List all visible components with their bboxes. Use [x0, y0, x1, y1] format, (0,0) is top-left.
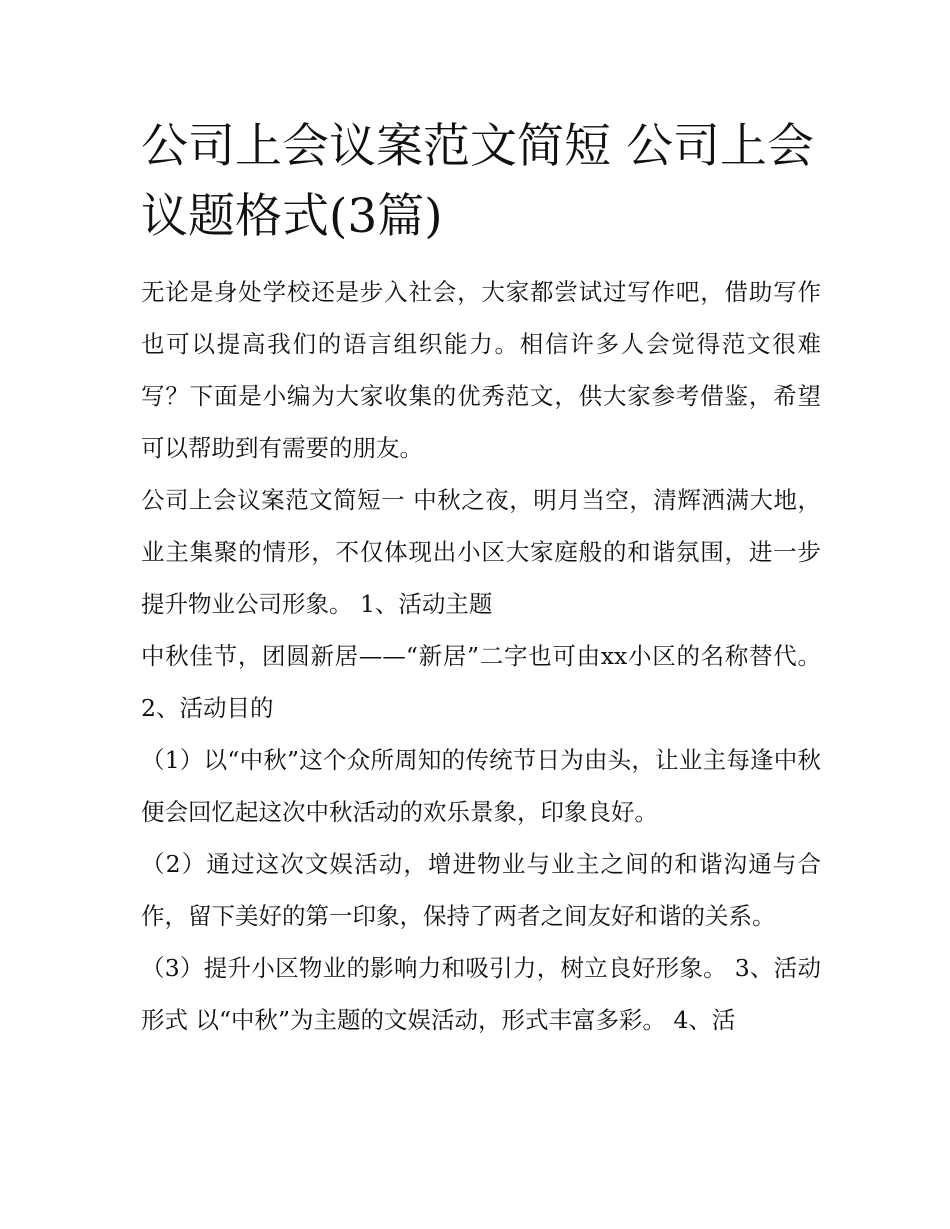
paragraph-intro: 无论是身处学校还是步入社会，大家都尝试过写作吧，借助写作也可以提高我们的语言组织能力。相信许多人会觉得范文很难写？下面是小编为大家收集的优秀范文，供大家参考借鉴，希望可以帮助到有需要的朋友。	[141, 278, 821, 462]
paragraph-section-one: 公司上会议案范文简短一 中秋之夜，明月当空，清辉洒满大地，业主集聚的情形，不仅体现出小区大家庭般的和谐氛围，进一步提升物业公司形象。 1、活动主题	[141, 486, 821, 618]
paragraph-goal-1: （1）以“中秋”这个众所周知的传统节日为由头，让业主每逢中秋便会回忆起这次中秋活动的欢乐景象，印象良好。	[141, 746, 821, 826]
paragraph-activity-theme: 中秋佳节，团圆新居——“新居”二字也可由xx小区的名称替代。 2、活动目的	[141, 642, 821, 722]
paragraph-goal-2: （2）通过这次文娱活动，增进物业与业主之间的和谐沟通与合作，留下美好的第一印象，保持了两者之间友好和谐的关系。	[141, 850, 821, 930]
paragraph-goal-3: （3）提升小区物业的影响力和吸引力，树立良好形象。 3、活动形式 以“中秋”为主题的文娱活动，形式丰富多彩。 4、活	[141, 954, 821, 1034]
document-title: 公司上会议案范文简短 公司上会议题格式(3篇)	[141, 119, 814, 244]
document-content	[141, 112, 821, 1046]
